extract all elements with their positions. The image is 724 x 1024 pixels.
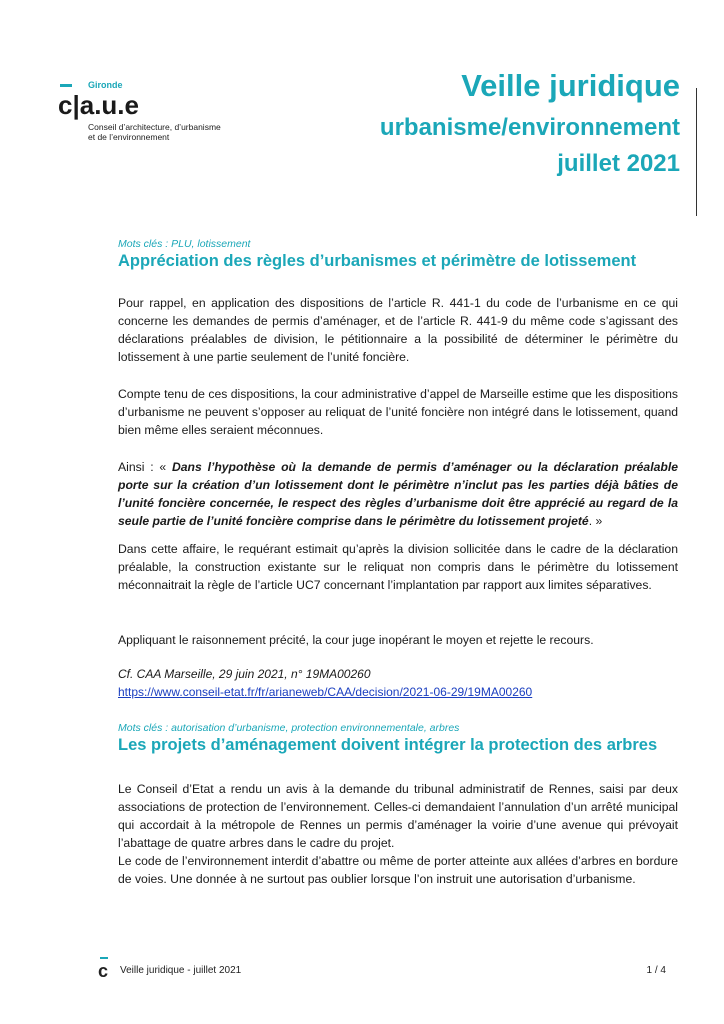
article-2-heading	[118, 722, 678, 755]
logo-accent-bar	[60, 84, 72, 87]
article-1-keywords: Mots clés : PLU, lotissement	[118, 238, 251, 250]
quote-text: Dans l’hypothèse où la demande de permis d’aménager ou la déclaration préalable porte sur la création d’un lotissement dont le périmètre n’inclut pas les parties déjà bâties de l’unité foncière concernée, le respect des règles d’urbanisme doit être apprécié au regard de la seule partie de l’unité foncière comprise dans le périmètre du lotissement projeté	[118, 460, 678, 528]
footer-text: Veille juridique - juillet 2021	[120, 965, 242, 976]
page-number: 1 / 4	[646, 965, 666, 976]
logo-mark: c|a.u.e	[58, 90, 139, 120]
article-1-source-link[interactable]: https://www.conseil-etat.fr/fr/arianeweb/CAA/decision/2021-06-29/19MA00260	[118, 685, 533, 699]
article-1-p1-text: Pour rappel, en application des dispositions de l’article R. 441-1 du code de l’urbanisme en ce qui concerne les demandes de permis d’aménager, et de l’article R. 441-9 du même code s’agissant des déclarations préalables de division, le pétitionnaire a la possibilité de déterminer le périmètre du lotissement à une partie seulement de l’unité foncière.	[118, 296, 678, 364]
article-2-title: Les projets d’aménagement doivent intégrer la protection des arbres	[118, 736, 658, 754]
article-1-citation: Cf. CAA Marseille, 29 juin 2021, n° 19MA00260	[118, 667, 371, 681]
logo-subtitle	[88, 122, 221, 142]
logo-subtitle-line1: Conseil d’architecture, d’urbanisme	[88, 122, 221, 132]
article-2-body	[118, 780, 678, 888]
article-2-p1-text: Le Conseil d’Etat a rendu un avis à la demande du tribunal administratif de Rennes, saisi par deux associations de protection de l’environnement. Celles-ci demandaient l’annulation d’un arrêté municipal qui accordait à la métropole de Rennes un permis d’aménager la voirie d’une avenue qui prévoyait l’abattage de quatre arbres dans le cadre du projet.	[118, 782, 678, 850]
logo-region: Gironde	[88, 80, 123, 90]
article-1-paragraph-5	[118, 631, 678, 649]
quote-suffix: . »	[588, 514, 603, 528]
article-1-title: Appréciation des règles d’urbanismes et périmètre de lotissement	[118, 252, 637, 270]
article-1-p4-text: Dans cette affaire, le requérant estimait qu’après la division sollicitée dans le cadre de la déclaration préalable, la construction existante sur le reliquat non compris dans le périmètre du lotissement méconnaitrait la règle de l’article UC7 concernant l’implantation par rapport aux limites séparatives.	[118, 542, 678, 592]
article-1-quote-paragraph	[118, 458, 678, 530]
article-1-reference	[118, 665, 678, 701]
footer-logo-accent	[100, 957, 108, 959]
quote-prefix: Ainsi : «	[118, 460, 172, 474]
article-1-heading	[118, 238, 678, 271]
header-divider	[696, 88, 697, 216]
article-1-p5-text: Appliquant le raisonnement précité, la cour juge inopérant le moyen et rejette le recours.	[118, 633, 594, 647]
article-1-paragraph-4	[118, 540, 678, 594]
page-footer	[98, 961, 666, 983]
page-title: Veille juridique	[461, 68, 680, 103]
article-1-paragraph-2	[118, 385, 678, 439]
footer-logo: c	[98, 961, 109, 981]
article-2-p2-text: Le code de l’environnement interdit d’abattre ou même de porter atteinte aux allées d’arbres en bordure de voies. Une donnée à ne surtout pas oublier lorsque l’on instruit une autorisation d’urbanisme.	[118, 854, 678, 886]
article-1-p2-text: Compte tenu de ces dispositions, la cour administrative d’appel de Marseille estime que les dispositions d’urbanisme ne peuvent s’opposer au reliquat de l’unité foncière non intégré dans le lotissement, quand bien même elles seraient méconnues.	[118, 387, 678, 437]
page-subtitle: urbanisme/environnement	[379, 114, 680, 141]
article-2-keywords: Mots clés : autorisation d’urbanisme, protection environnementale, arbres	[118, 722, 460, 734]
page-date: juillet 2021	[557, 150, 680, 177]
article-1-paragraph-3	[118, 458, 678, 530]
logo-subtitle-line2: et de l’environnement	[88, 132, 170, 142]
article-1-paragraph-1	[118, 294, 678, 366]
